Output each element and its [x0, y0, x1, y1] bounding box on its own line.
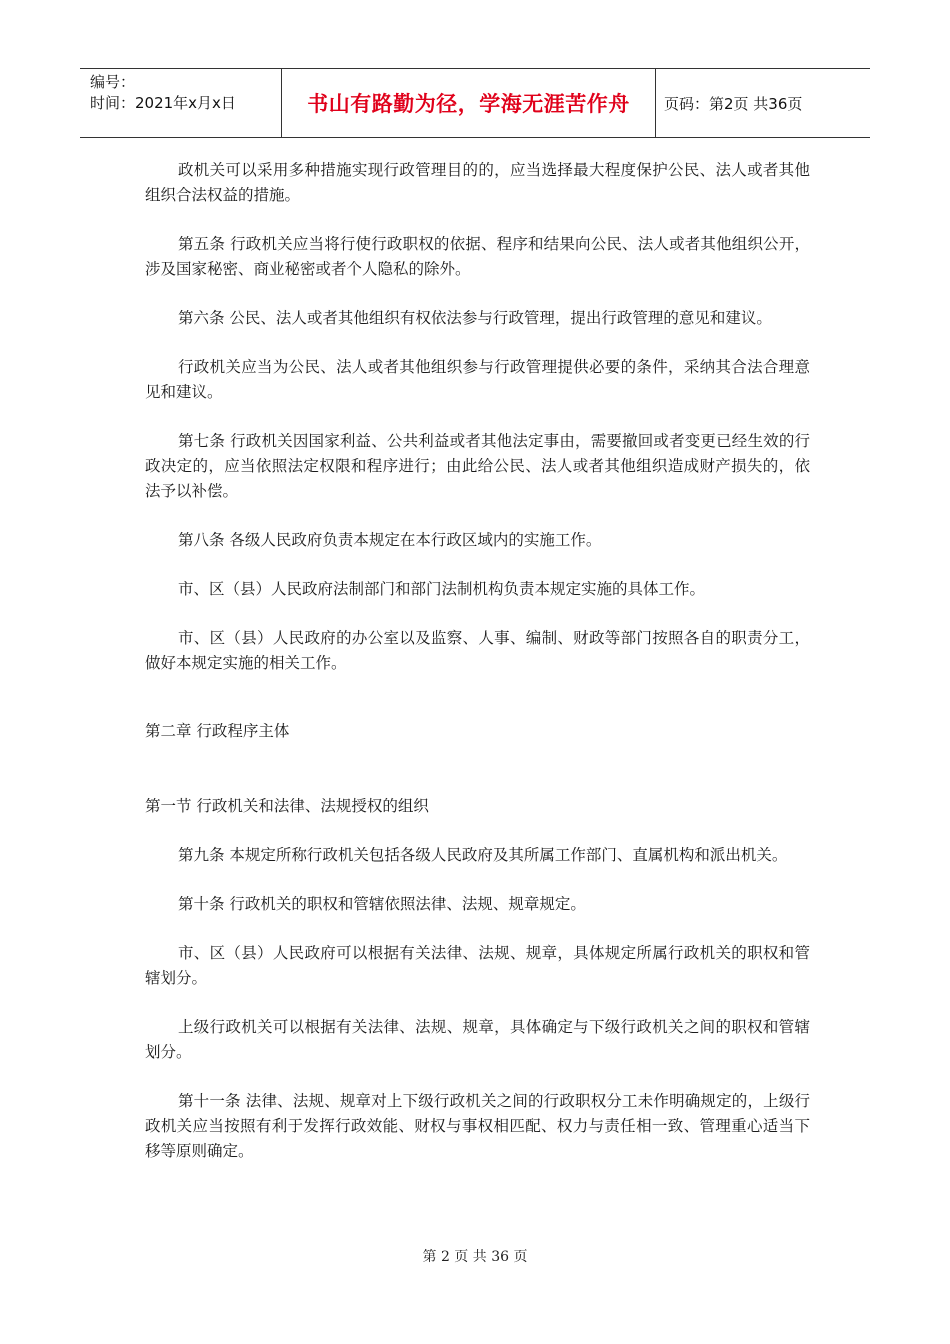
article-6: 第六条 公民、法人或者其他组织有权依法参与行政管理，提出行政管理的意见和建议。 [178, 309, 772, 327]
paragraph: 市、区（县）人民政府可以根据有关法律、法规、规章，具体规定所属行政机关的职权和管辖划分。 [145, 944, 810, 987]
page-footer: 第 2 页 共 36 页 [422, 1249, 528, 1265]
section-heading: 第一节 行政机关和法律、法规授权的组织 [145, 797, 429, 815]
document-date-label: 时间：2021年x月x日 [90, 94, 236, 112]
article-9: 第九条 本规定所称行政机关包括各级人民政府及其所属工作部门、直属机构和派出机关。 [178, 846, 788, 864]
article-5: 第五条 行政机关应当将行使行政职权的依据、程序和结果向公民、法人或者其他组织公开，涉及国家秘密、商业秘密或者个人隐私的除外。 [145, 235, 810, 278]
article-7: 第七条 行政机关因国家利益、公共利益或者其他法定事由，需要撤回或者变更已经生效的行政决定的，应当依照法定权限和程序进行；由此给公民、法人或者其他组织造成财产损失的，依法予以补偿。 [145, 432, 810, 500]
article-8: 第八条 各级人民政府负责本规定在本行政区域内的实施工作。 [178, 531, 602, 549]
paragraph: 市、区（县）人民政府的办公室以及监察、人事、编制、财政等部门按照各自的职责分工，做好本规定实施的相关工作。 [145, 629, 810, 672]
article-11: 第十一条 法律、法规、规章对上下级行政机关之间的行政职权分工未作明确规定的，上级行政机关应当按照有利于发挥行政效能、财权与事权相匹配、权力与责任相一致、管理重心适当下移等原则确定。 [145, 1092, 810, 1160]
document-number-label: 编号： [90, 73, 136, 91]
chapter-heading: 第二章 行政程序主体 [145, 722, 290, 740]
page-header [80, 68, 870, 138]
document-body [145, 158, 810, 1188]
paragraph: 行政机关应当为公民、法人或者其他组织参与行政管理提供必要的条件，采纳其合法合理意见和建议。 [145, 358, 810, 401]
header-page-label: 页码：第2页 共36页 [664, 94, 803, 113]
paragraph: 政机关可以采用多种措施实现行政管理目的的，应当选择最大程度保护公民、法人或者其他组织合法权益的措施。 [145, 161, 810, 204]
header-motto: 书山有路勤为径，学海无涯苦作舟 [282, 69, 656, 137]
paragraph: 上级行政机关可以根据有关法律、法规、规章，具体确定与下级行政机关之间的职权和管辖划分。 [145, 1018, 810, 1061]
header-meta-cell [80, 69, 282, 137]
article-10: 第十条 行政机关的职权和管辖依照法律、法规、规章规定。 [178, 895, 586, 913]
paragraph: 市、区（县）人民政府法制部门和部门法制机构负责本规定实施的具体工作。 [178, 580, 706, 598]
